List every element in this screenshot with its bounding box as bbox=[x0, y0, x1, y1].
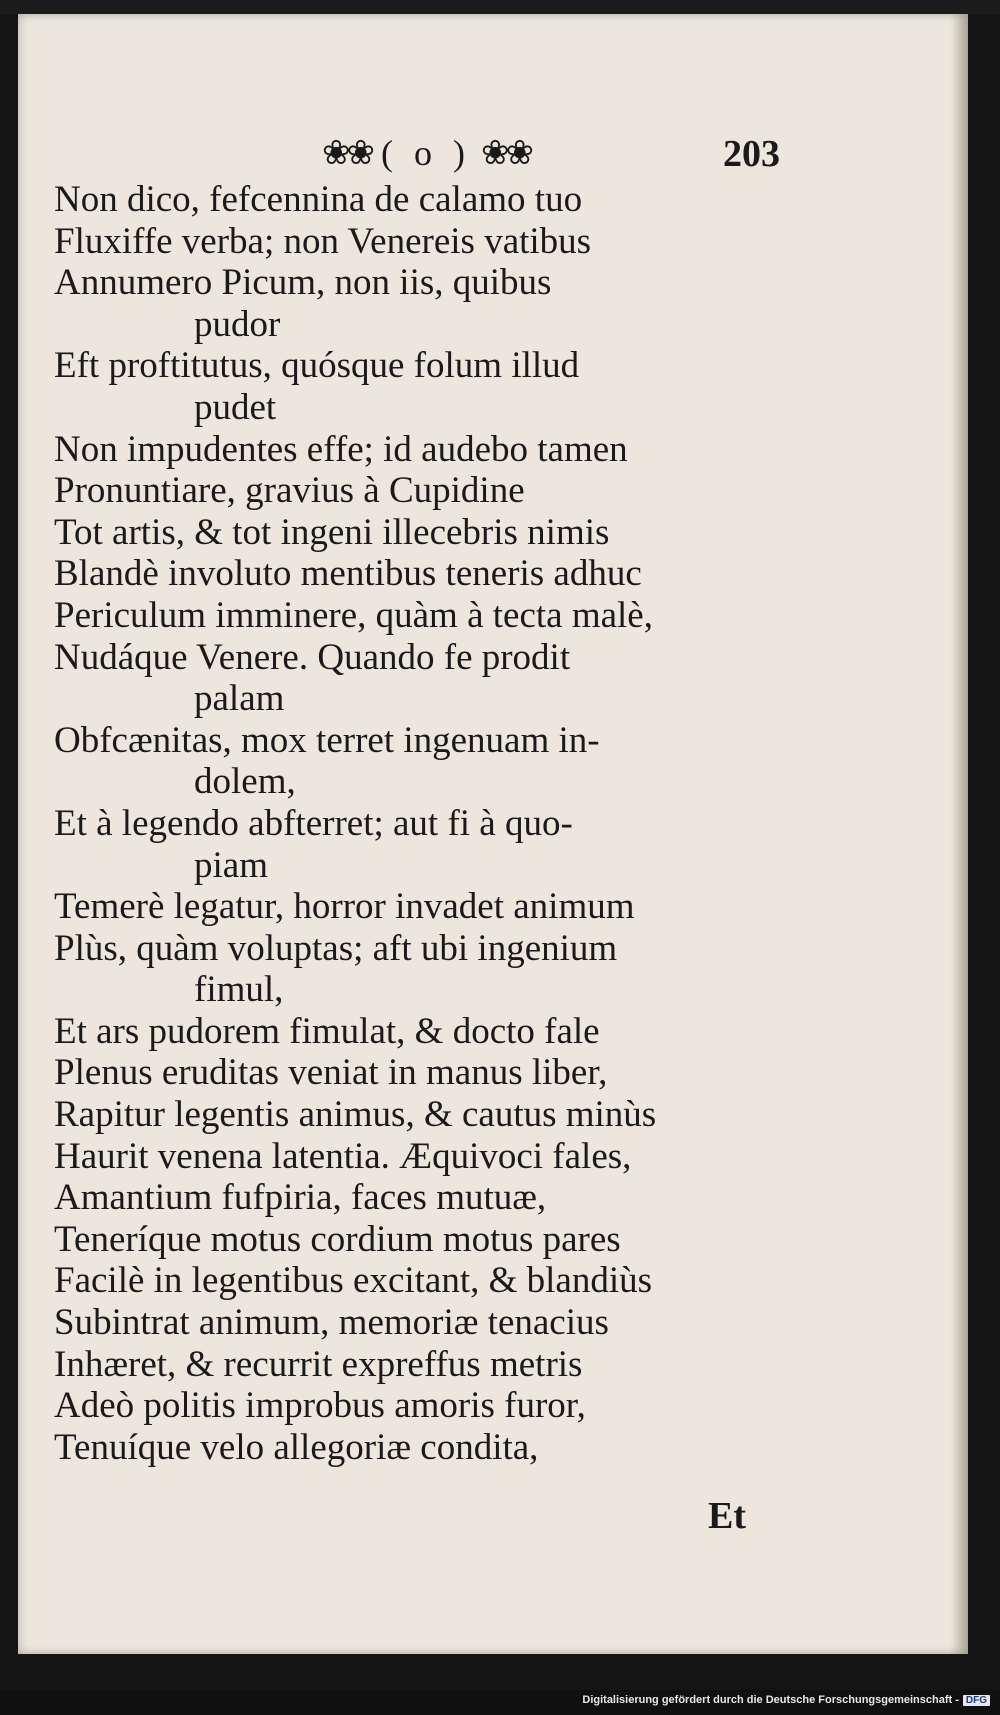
footer-credit bbox=[582, 1694, 990, 1706]
text-line: Inhæret, & recurrit expreffus metris bbox=[54, 1343, 583, 1385]
ornament-right-icon: ❀❀ bbox=[480, 135, 530, 172]
digitization-footer bbox=[0, 1690, 1000, 1715]
text-line: Non impudentes effe; id audebo tamen bbox=[54, 428, 628, 470]
text-line: Facilè in legentibus excitant, & blandiùs bbox=[54, 1260, 653, 1302]
text-line: palam bbox=[194, 678, 285, 720]
text-line: Obfcænitas, mox terret ingenuam in- bbox=[54, 719, 600, 761]
text-line: Amantium fufpiria, faces mutuæ, bbox=[54, 1177, 547, 1219]
page-number: 203 bbox=[723, 133, 780, 175]
text-line: pudet bbox=[194, 386, 277, 428]
page-header bbox=[18, 122, 968, 182]
ornament-center: ( o ) bbox=[381, 133, 471, 173]
text-line: Annumero Picum, non iis, quibus bbox=[54, 262, 552, 304]
dfg-logo: DFG bbox=[963, 1695, 990, 1706]
text-line: pudor bbox=[194, 303, 281, 345]
text-line: Periculum imminere, quàm à tecta malè, bbox=[54, 594, 653, 636]
text-line: Non dico, fefcennina de calamo tuo bbox=[54, 179, 583, 220]
text-line: Adeò politis improbus amoris furor, bbox=[54, 1385, 586, 1427]
header-ornament bbox=[276, 130, 576, 176]
text-line: Blandè involuto mentibus teneris adhuc bbox=[54, 553, 642, 595]
text-line: Pronuntiare, gravius à Cupidine bbox=[54, 470, 525, 512]
text-line: dolem, bbox=[194, 761, 296, 803]
text-line: Et à legendo abfterret; aut fi à quo- bbox=[54, 802, 573, 844]
text-line: Et ars pudorem fimulat, & docto fale bbox=[54, 1010, 600, 1052]
text-line: Temerè legatur, horror invadet animum bbox=[54, 886, 635, 928]
poem-text bbox=[54, 179, 794, 1468]
text-line: Eft proftitutus, quósque folum illud bbox=[54, 345, 580, 387]
catchword: Et bbox=[708, 1495, 746, 1537]
text-line: Fluxiffe verba; non Venereis vatibus bbox=[54, 220, 592, 262]
footer-credit-text: Digitalisierung gefördert durch die Deutsche Forschungsgemeinschaft - bbox=[582, 1694, 959, 1706]
text-line: Plùs, quàm voluptas; aft ubi ingenium bbox=[54, 927, 618, 969]
text-line: Haurit venena latentia. Æquivoci fales, bbox=[54, 1135, 632, 1177]
text-line: fimul, bbox=[194, 969, 284, 1011]
text-line: piam bbox=[194, 844, 268, 886]
text-line: Tot artis, & tot ingeni illecebris nimis bbox=[54, 511, 610, 553]
scan-edge-top bbox=[0, 0, 1000, 14]
text-line: Nudáque Venere. Quando fe prodit bbox=[54, 636, 571, 678]
text-line: Subintrat animum, memoriæ tenacius bbox=[54, 1302, 609, 1344]
ornament-left-icon: ❀❀ bbox=[322, 135, 371, 172]
text-line: Tenuíque velo allegoriæ condita, bbox=[54, 1426, 539, 1468]
text-line: Plenus eruditas veniat in manus liber, bbox=[54, 1052, 608, 1094]
book-page bbox=[18, 14, 968, 1654]
text-line: Teneríque motus cordium motus pares bbox=[54, 1218, 621, 1260]
text-line: Rapitur legentis animus, & cautus minùs bbox=[54, 1094, 657, 1136]
